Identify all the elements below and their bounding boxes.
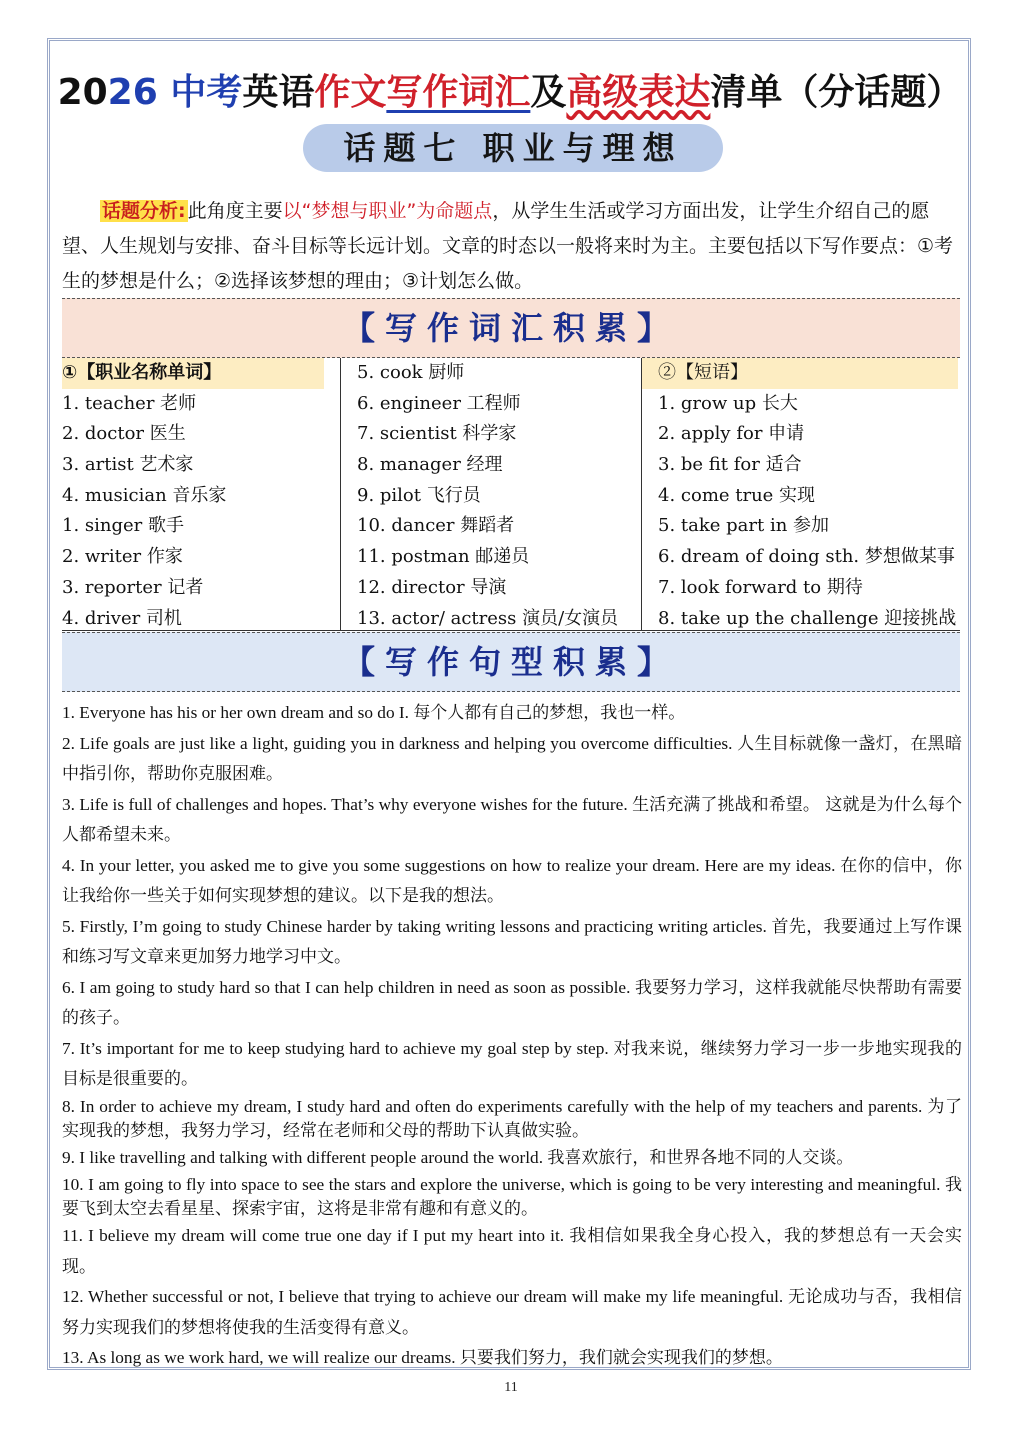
phrase-item: 2. apply for 申请 (658, 423, 805, 445)
sentence-en: 4. In your letter, you asked me to give you some suggestions on how to realize your dream. Here are my ideas. (62, 855, 836, 875)
phrase-item: 1. grow up 长大 (658, 392, 798, 414)
vocab-item: 4. musician 音乐家 (62, 484, 227, 506)
title-vocab: 写作词汇 (386, 72, 531, 113)
sentence-en: 3. Life is full of challenges and hopes. That’s why everyone wishes for the future. (62, 794, 628, 814)
sentence-item (62, 1221, 962, 1282)
vocab-item: 1. singer 歌手 (62, 515, 184, 537)
page-number: 11 (504, 1380, 518, 1395)
sentence-item (62, 1173, 962, 1221)
phrase-item: 7. look forward to 期待 (658, 576, 863, 598)
sentence-cn: 只要我们努力，我们就会实现我们的梦想。 (459, 1348, 783, 1368)
sentence-en: 9. I like travelling and talking with different people around the world. (62, 1147, 544, 1167)
sentence-en: 1. Everyone has his or her own dream and so do I. (62, 703, 409, 722)
title-composition: 作文 (314, 72, 387, 113)
vocab-item: 8. manager 经理 (357, 454, 503, 476)
sentence-cn: 首先，我要通过上写作课和练习写文章来更加努力地学习中文。 (62, 916, 962, 967)
phrase-item: 3. be fit for 适合 (658, 454, 802, 476)
analysis-label: 话题分析: (102, 200, 186, 222)
sentence-item (62, 1143, 962, 1174)
vocab-item: 6. engineer 工程师 (357, 392, 521, 414)
phrase-item: 4. come true 实现 (658, 484, 816, 506)
sentence-item (62, 698, 962, 729)
sentence-item (62, 1034, 962, 1095)
vocab-item: 3. reporter 记者 (62, 576, 204, 598)
sentence-heading: 【写作句型积累】 (62, 632, 960, 692)
title-english: 英语 (242, 72, 315, 113)
vocab-item: 2. writer 作家 (62, 546, 183, 568)
vocab-item: 10. dancer 舞蹈者 (357, 515, 515, 537)
sentence-en: 13. As long as we work hard, we will realize our dreams. (62, 1348, 456, 1367)
sentence-item (62, 790, 962, 851)
sentence-item (62, 1095, 962, 1143)
vocab-item: 7. scientist 科学家 (357, 423, 517, 445)
sentence-item (62, 1282, 962, 1343)
page-title (56, 64, 964, 115)
vocab-item: 2. doctor 医生 (62, 423, 186, 445)
sentence-en: 2. Life goals are just like a light, guiding you in darkness and helping you overcome difficulties. (62, 733, 733, 753)
sentence-cn: 每个人都有自己的梦想，我也一样。 (413, 703, 686, 723)
vocab-column-occupations (62, 358, 341, 630)
phrase-item: 5. take part in 参加 (658, 515, 830, 537)
title-exam: 中考 (157, 72, 243, 113)
vocab-item: 11. postman 邮递员 (357, 546, 530, 568)
title-list: 清单（分话题） (710, 72, 963, 113)
sentence-item (62, 1343, 962, 1374)
sentence-en: 7. It’s important for me to keep studying hard to achieve my goal step by step. (62, 1038, 609, 1058)
sentence-en: 6. I am going to study hard so that I can help children in need as soon as possible. (62, 977, 631, 997)
vocab-item: 3. artist 艺术家 (62, 454, 194, 476)
title-and: 及 (530, 72, 567, 113)
vocab-column-phrases (642, 358, 960, 630)
vocab-column-occupations-cont (341, 358, 642, 630)
topic-analysis (62, 194, 962, 299)
analysis-text-2: ，从学生生活或学习方面出发，让学生介绍自己的愿望、人生规划与安排、奋斗目标等长远计划。文章的时态以一般将来时为主。主要包括以下写作要点：①考生的梦想是什么；②选择该梦想的理由；③计划怎么做。 (62, 200, 954, 292)
sentence-cn: 为了实现我的梦想，我努力学习，经常在老师和父母的帮助下认真做实验。 (62, 1096, 962, 1141)
vocab-item: 12. director 导演 (357, 576, 507, 598)
sentence-cn: 我喜欢旅行，和世界各地不同的人交谈。 (547, 1147, 854, 1168)
sentence-cn: 我相信如果我全身心投入，我的梦想总有一天会实现。 (62, 1226, 962, 1277)
sentence-en: 5. Firstly, I’m going to study Chinese harder by taking writing lessons and practicing writing articles. (62, 916, 767, 936)
phrase-item: 8. take up the challenge 迎接挑战 (658, 607, 957, 629)
analysis-highlight: 以“梦想与职业”为命题点 (282, 200, 493, 222)
sentence-cn: 我要努力学习，这样我就能尽快帮助有需要的孩子。 (62, 977, 962, 1028)
sentence-en: 10. I am going to fly into space to see the stars and explore the universe, which is going to be very interesting and meaningful. (62, 1175, 941, 1194)
vocab-table (62, 358, 960, 631)
sentence-cn: 人生目标就像一盏灯，在黑暗中指引你，帮助你克服困难。 (62, 733, 962, 784)
sentence-item (62, 912, 962, 973)
sentence-cn: 对我来说，继续努力学习一步一步地实现我的目标是很重要的。 (62, 1038, 963, 1089)
sentence-cn: 在你的信中，你让我给你一些关于如何实现梦想的建议。以下是我的想法。 (62, 855, 962, 906)
sentence-cn: 生活充满了挑战和希望。 这就是为什么每个人都希望未来。 (62, 794, 962, 845)
sentence-en: 12. Whether successful or not, I believe that trying to achieve our dream will make my life meaningful. (62, 1287, 784, 1306)
analysis-text-1: 此角度主要 (187, 200, 283, 222)
title-year-a: 20 (57, 72, 108, 113)
sentence-cn: 无论成功与否，我相信努力实现我们的梦想将使我的生活变得有意义。 (62, 1287, 963, 1338)
vocab-col3-header: ②【短语】 (642, 358, 958, 389)
sentence-en: 11. I believe my dream will come true one day if I put my heart into it. (62, 1226, 565, 1245)
title-year-b: 26 (107, 72, 158, 113)
title-advanced: 高级表达 (566, 72, 711, 113)
sentence-item (62, 973, 962, 1034)
sentence-item (62, 851, 962, 912)
vocab-item: 1. teacher 老师 (62, 392, 197, 414)
page-content (56, 46, 964, 1368)
topic-banner: 话题七 职业与理想 (303, 124, 723, 172)
vocab-item: 13. actor/ actress 演员/女演员 (357, 607, 619, 629)
sentence-list (62, 698, 962, 1374)
vocab-item: 5. cook 厨师 (357, 362, 465, 383)
sentence-item (62, 729, 962, 790)
sentence-cn: 我要飞到太空去看星星、探索宇宙，这将是非常有趣和有意义的。 (62, 1175, 963, 1219)
vocab-col1-header: ①【职业名称单词】 (62, 358, 324, 389)
vocab-item: 4. driver 司机 (62, 607, 182, 629)
vocab-heading: 【写作词汇积累】 (62, 298, 960, 358)
sentence-en: 8. In order to achieve my dream, I study hard and often do experiments carefully with the help of my teachers and parents. (62, 1096, 923, 1116)
phrase-item: 6. dream of doing sth. 梦想做某事 (658, 546, 955, 568)
vocab-item: 9. pilot 飞行员 (357, 484, 481, 506)
